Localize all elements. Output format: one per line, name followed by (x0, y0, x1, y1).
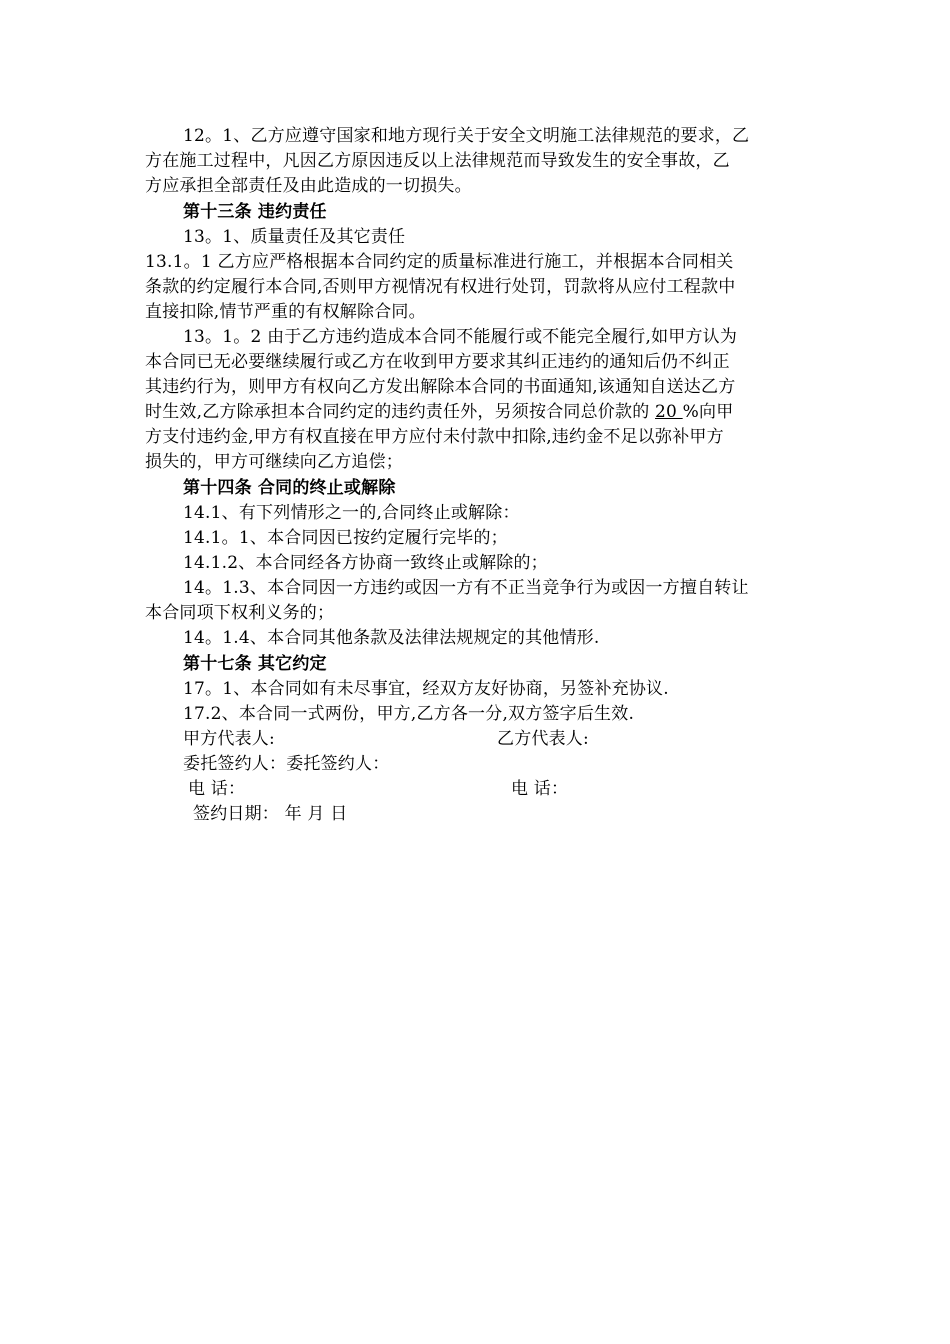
paragraph-13-1-2-line-5: 方支付违约金,甲方有权直接在甲方应付未付款中扣除,违约金不足以弥补甲方 (145, 427, 724, 447)
paragraph-12-1-line-3: 方应承担全部责任及由此造成的一切损失。 (145, 176, 472, 196)
penalty-percent: 20 (655, 402, 683, 422)
paragraph-12-1-line-2: 方在施工过程中，凡因乙方原因违反以上法律规范而导致发生的安全事故，乙 (145, 151, 730, 171)
item-14-1-3-line-2: 本合同项下权利义务的； (145, 603, 335, 623)
paragraph-13-1-2-line-3: 其违约行为，则甲方有权向乙方发出解除本合同的书面通知,该通知自送达乙方 (145, 377, 736, 397)
authorized-signers: 委托签约人：委托签约人： (183, 754, 390, 774)
line-4-suffix: %向甲 (682, 402, 734, 422)
article-17-heading: 第十七条 其它约定 (183, 654, 327, 674)
item-14-1-3-line-1: 14。1.3、本合同因一方违约或因一方有不正当竞争行为或因一方擅自转让 (183, 578, 749, 598)
item-14-1-1: 14.1。1、本合同因已按约定履行完毕的； (183, 528, 508, 548)
paragraph-12-1-line-1: 12。1、乙方应遵守国家和地方现行关于安全文明施工法律规范的要求，乙 (183, 126, 750, 146)
paragraph-13-1-1-line-3: 直接扣除,情节严重的有权解除合同。 (145, 302, 426, 322)
paragraph-13-1-1-line-2: 条款的约定履行本合同,否则甲方视情况有权进行处罚，罚款将从应付工程款中 (145, 277, 736, 297)
article-13-heading: 第十三条 违约责任 (183, 202, 327, 222)
paragraph-13-1-2-line-1: 13。1。2 由于乙方违约造成本合同不能履行或不能完全履行,如甲方认为 (183, 327, 738, 347)
paragraph-13-1-2-line-6: 损失的，甲方可继续向乙方追偿； (145, 452, 403, 472)
item-14-1-2: 14.1.2、本合同经各方协商一致终止或解除的； (183, 553, 548, 573)
party-a-representative: 甲方代表人: (183, 729, 275, 749)
item-14-1-4: 14。1.4、本合同其他条款及法律法规规定的其他情形. (183, 628, 600, 648)
paragraph-13-1-2-line-2: 本合同已无必要继续履行或乙方在收到甲方要求其纠正违约的通知后仍不纠正 (145, 352, 730, 372)
party-b-representative: 乙方代表人: (497, 729, 589, 749)
signing-date: 签约日期： 年 月 日 (193, 804, 348, 824)
item-14-1: 14.1、有下列情形之一的,合同终止或解除： (183, 503, 520, 523)
paragraph-13-1-1-line-1: 13.1。1 乙方应严格根据本合同约定的质量标准进行施工，并根据本合同相关 (145, 252, 734, 272)
paragraph-13-1-2-line-4 (145, 400, 733, 424)
item-17-1: 17。1、本合同如有未尽事宜，经双方友好协商，另签补充协议. (183, 679, 669, 699)
item-17-2: 17.2、本合同一式两份，甲方,乙方各一分,双方签字后生效. (183, 704, 635, 724)
item-13-1: 13。1、质量责任及其它责任 (183, 227, 406, 247)
phone-party-b: 电 话： (511, 779, 569, 799)
article-14-heading: 第十四条 合同的终止或解除 (183, 478, 396, 498)
line-4-prefix: 时生效,乙方除承担本合同约定的违约责任外，另须按合同总价款的 (145, 402, 656, 422)
phone-party-a: 电 话： (188, 779, 246, 799)
